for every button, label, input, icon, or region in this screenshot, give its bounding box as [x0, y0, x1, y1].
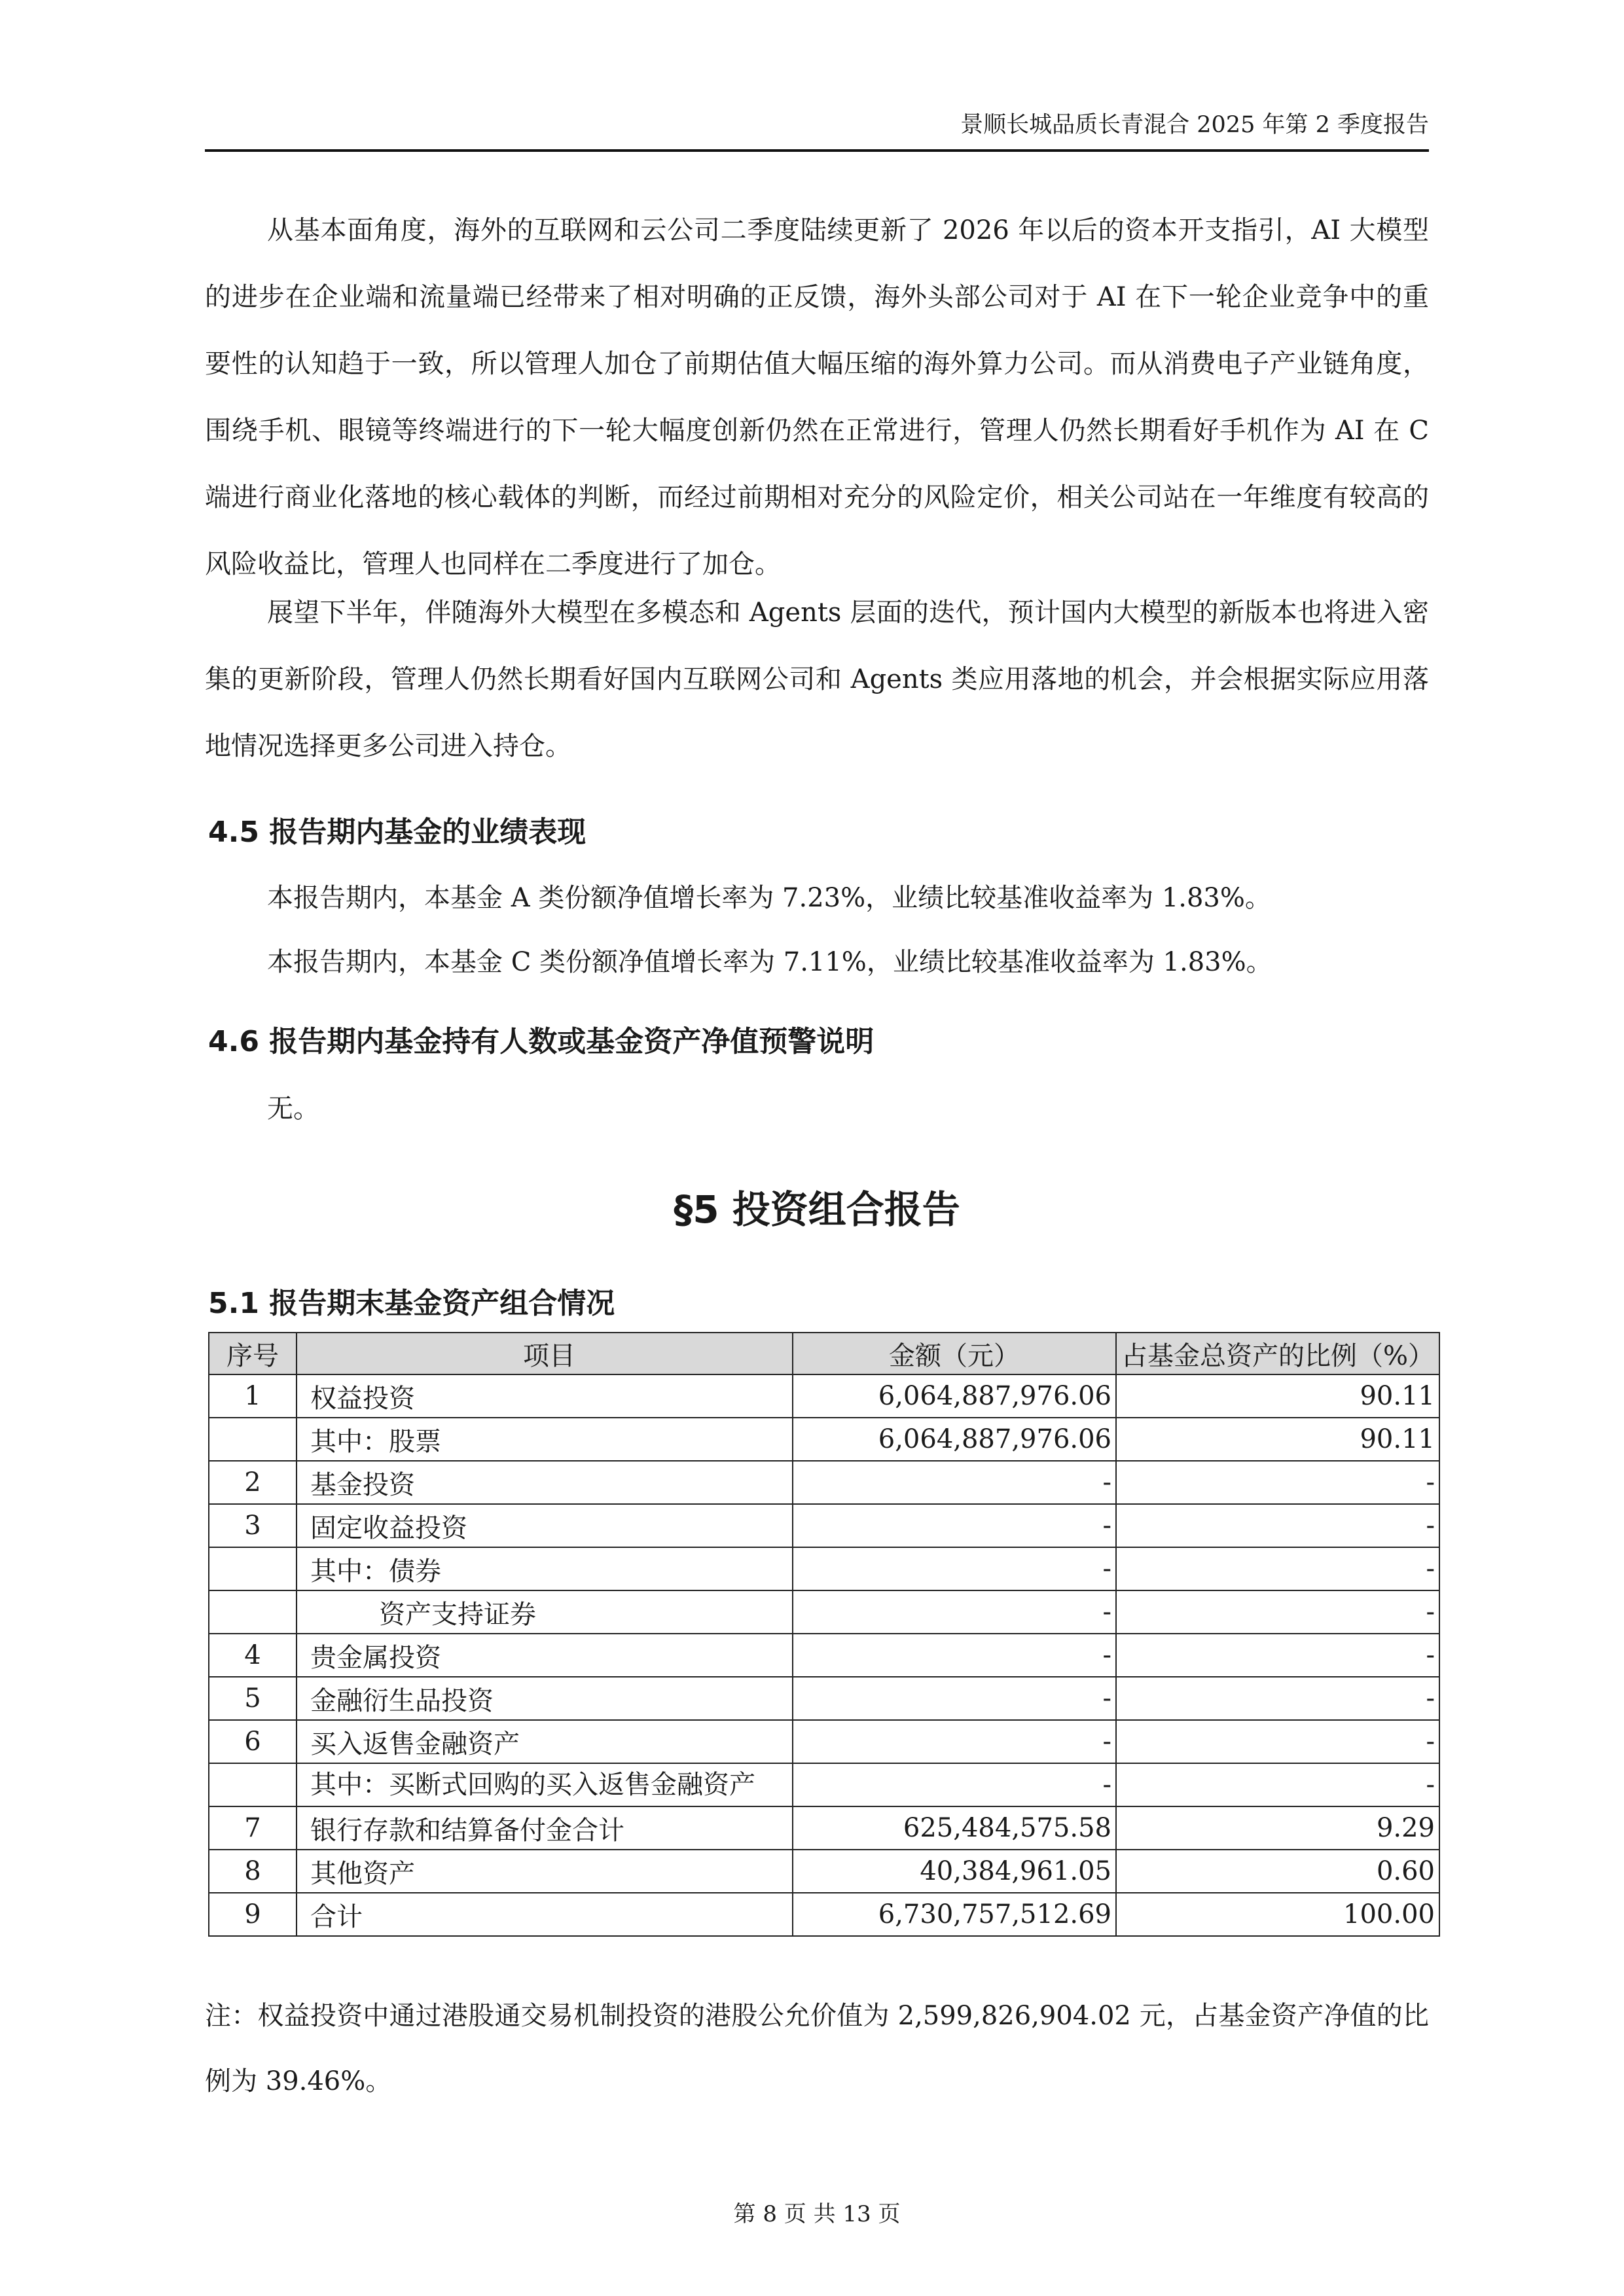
chapter-5-title: §5 投资组合报告: [674, 1187, 960, 1232]
row-amount: 6,730,757,512.69: [793, 1893, 1116, 1936]
row-item: 贵金属投资: [297, 1634, 793, 1677]
row-amount: 6,064,887,976.06: [793, 1418, 1116, 1461]
body-paragraph-1: 从基本面角度，海外的互联网和云公司二季度陆续更新了 2026 年以后的资本开支指引，AI 大模型的进步在企业端和流量端已经带来了相对明确的正反馈，海外头部公司对于 AI 在下一轮企业竞争中的重要性的认知趋于一致，所以管理人加仓了前期估值大幅压缩的海外算力公司。而从消费电子产业链角度，围绕手机、眼镜等终端进行的下一轮大幅度创新仍然在正常进行，管理人仍然长期看好手机作为 AI 在 C 端进行商业化落地的核心载体的判断，而经过前期相对充分的风险定价，相关公司站在一年维度有较高的风险收益比，管理人也同样在二季度进行了加仓。: [205, 215, 1429, 579]
row-ratio: -: [1116, 1720, 1439, 1763]
table-row: [209, 1547, 1439, 1590]
row-amount: 40,384,961.05: [793, 1850, 1116, 1893]
table-row: [209, 1677, 1439, 1720]
page-footer: 第 8 页 共 13 页: [733, 2201, 901, 2227]
asset-allocation-table: [208, 1332, 1440, 1937]
row-ratio: -: [1116, 1461, 1439, 1504]
column-header-item: 项目: [297, 1333, 793, 1374]
header-rule: [205, 149, 1429, 152]
row-no: [209, 1418, 297, 1461]
row-amount: -: [793, 1461, 1116, 1504]
row-amount: -: [793, 1504, 1116, 1547]
row-ratio: 100.00: [1116, 1893, 1439, 1936]
section-4-6-text: 无。: [267, 1094, 319, 1124]
table-row: [209, 1634, 1439, 1677]
row-item-text: 其中：买断式回购的买入返售金融资产: [310, 1770, 755, 1800]
row-ratio: -: [1116, 1763, 1439, 1806]
row-ratio: 0.60: [1116, 1850, 1439, 1893]
column-header-amount: 金额（元）: [793, 1333, 1116, 1374]
table-row: [209, 1418, 1439, 1461]
row-item: 权益投资: [297, 1374, 793, 1418]
row-ratio: -: [1116, 1547, 1439, 1590]
performance-line-c: 本报告期内，本基金 C 类份额净值增长率为 7.11%，业绩比较基准收益率为 1.83%。: [267, 947, 1272, 977]
table-header-row: [209, 1333, 1439, 1374]
row-item: 资产支持证券: [297, 1590, 793, 1634]
row-no: 6: [209, 1720, 297, 1763]
row-amount: 6,064,887,976.06: [793, 1374, 1116, 1418]
row-amount: -: [793, 1763, 1116, 1806]
table-row: [209, 1720, 1439, 1763]
running-header: 景顺长城品质长青混合 2025 年第 2 季度报告: [960, 112, 1429, 138]
column-header-ratio: 占基金总资产的比例（%）: [1116, 1333, 1439, 1374]
row-amount: 625,484,575.58: [793, 1806, 1116, 1850]
table-row: [209, 1893, 1439, 1936]
row-ratio: -: [1116, 1504, 1439, 1547]
row-ratio: -: [1116, 1634, 1439, 1677]
row-amount: -: [793, 1634, 1116, 1677]
row-item: 其他资产: [297, 1850, 793, 1893]
row-item: 其中：债券: [297, 1547, 793, 1590]
row-item: 银行存款和结算备付金合计: [297, 1806, 793, 1850]
performance-line-a: 本报告期内，本基金 A 类份额净值增长率为 7.23%，业绩比较基准收益率为 1.83%。: [267, 883, 1271, 913]
row-amount: -: [793, 1720, 1116, 1763]
row-item: 基金投资: [297, 1461, 793, 1504]
row-no: [209, 1590, 297, 1634]
row-ratio: 9.29: [1116, 1806, 1439, 1850]
row-item: 固定收益投资: [297, 1504, 793, 1547]
table-row: [209, 1461, 1439, 1504]
body-paragraph-2: 展望下半年，伴随海外大模型在多模态和 Agents 层面的迭代，预计国内大模型的新版本也将进入密集的更新阶段，管理人仍然长期看好国内互联网公司和 Agents 类应用落地的机会，并会根据实际应用落地情况选择更多公司进入持仓。: [205, 598, 1429, 761]
section-5-1-title: 5.1 报告期末基金资产组合情况: [208, 1287, 615, 1320]
row-item: 合计: [297, 1893, 793, 1936]
row-item: 买入返售金融资产: [297, 1720, 793, 1763]
row-no: 5: [209, 1677, 297, 1720]
row-no: 4: [209, 1634, 297, 1677]
row-amount: -: [793, 1547, 1116, 1590]
row-no: 2: [209, 1461, 297, 1504]
row-no: 3: [209, 1504, 297, 1547]
row-ratio: -: [1116, 1677, 1439, 1720]
row-no: [209, 1763, 297, 1806]
row-no: 8: [209, 1850, 297, 1893]
row-ratio: 90.11: [1116, 1418, 1439, 1461]
section-4-6-title: 4.6 报告期内基金持有人数或基金资产净值预警说明: [208, 1025, 875, 1058]
table-row: [209, 1806, 1439, 1850]
column-header-no: 序号: [209, 1333, 297, 1374]
table-note: 注：权益投资中通过港股通交易机制投资的港股公允价值为 2,599,826,904.02 元，占基金资产净值的比例为 39.46%。: [205, 2001, 1429, 2096]
row-no: [209, 1547, 297, 1590]
row-amount: -: [793, 1677, 1116, 1720]
row-ratio: 90.11: [1116, 1374, 1439, 1418]
table-row: [209, 1763, 1439, 1806]
row-no: 9: [209, 1893, 297, 1936]
row-item: 其中：股票: [297, 1418, 793, 1461]
row-no: 1: [209, 1374, 297, 1418]
section-4-5-title: 4.5 报告期内基金的业绩表现: [208, 816, 586, 849]
table-row: [209, 1850, 1439, 1893]
row-item: 金融衍生品投资: [297, 1677, 793, 1720]
table-row: [209, 1504, 1439, 1547]
table-row: [209, 1374, 1439, 1418]
table-row: [209, 1590, 1439, 1634]
row-no: 7: [209, 1806, 297, 1850]
row-amount: -: [793, 1590, 1116, 1634]
row-item: [297, 1763, 793, 1806]
row-ratio: -: [1116, 1590, 1439, 1634]
